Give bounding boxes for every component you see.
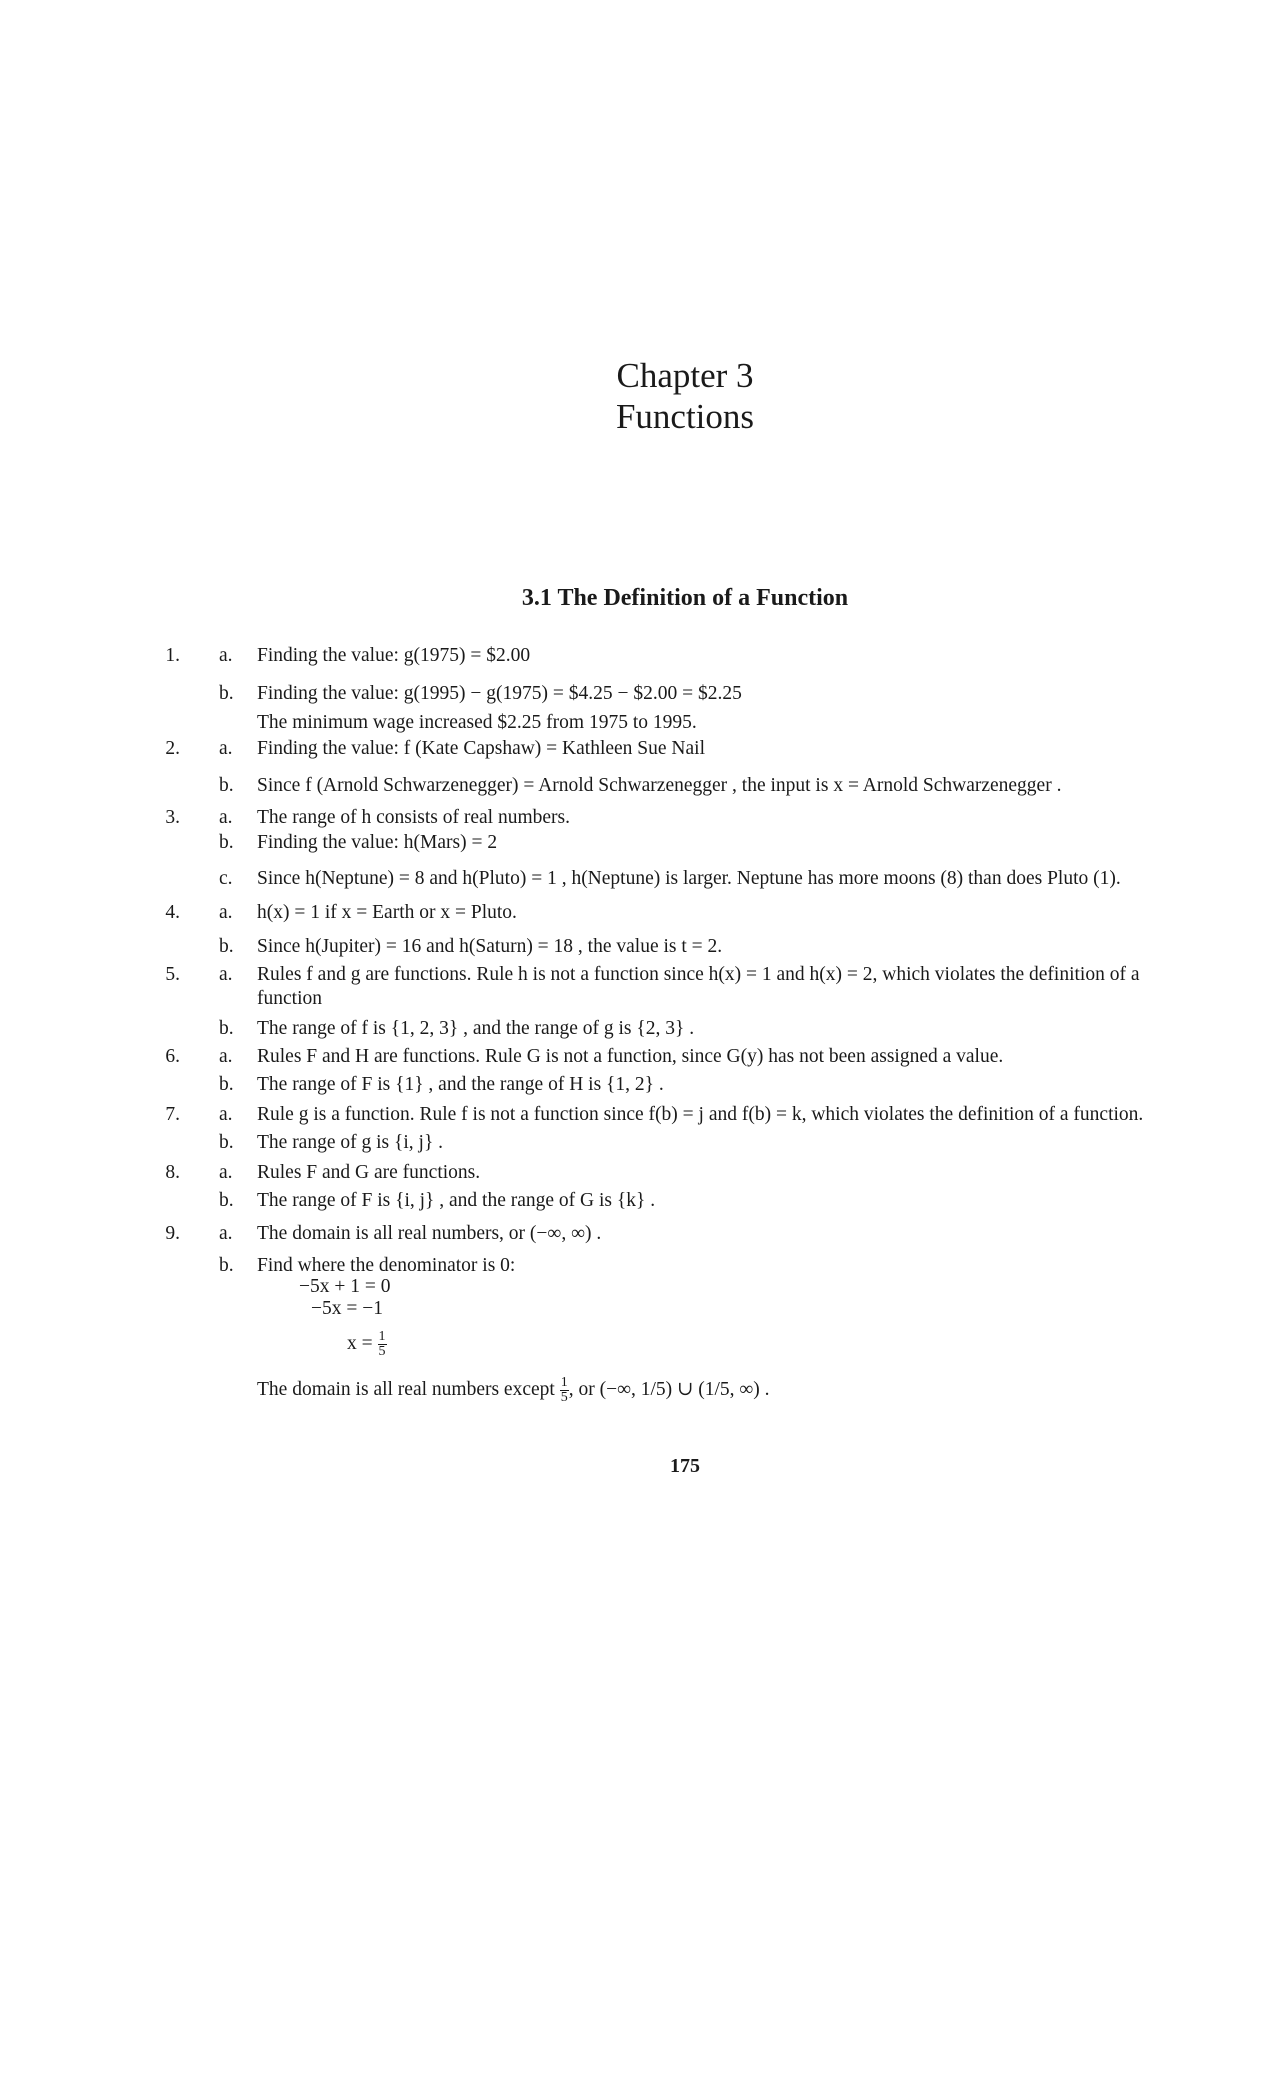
part-label: a. xyxy=(219,902,233,923)
part-text: Since f (Arnold Schwarzenegger) = Arnold Schwarzenegger , the input is x = Arnold Schwarzenegger . xyxy=(257,775,1062,796)
domain-interval: (−∞, 1/5) ∪ (1/5, ∞) . xyxy=(599,1378,770,1400)
part-text: The range of F is {i, j} , and the range of G is {k} . xyxy=(257,1190,656,1211)
chapter-title: Functions xyxy=(615,397,755,436)
problem-number: 1. xyxy=(165,645,180,666)
equation-line: −5x = −1 xyxy=(311,1298,383,1319)
part-text: Finding the value: h(Mars) = 2 xyxy=(257,832,498,853)
page-number: 175 xyxy=(670,1455,700,1477)
domain-text: The domain is all real numbers except xyxy=(257,1378,555,1400)
problem-number: 6. xyxy=(165,1046,180,1067)
part-text: The range of h consists of real numbers. xyxy=(257,807,570,828)
problem-number: 8. xyxy=(165,1162,180,1183)
equation-lhs: x = xyxy=(347,1332,373,1354)
part-label: a. xyxy=(219,1162,233,1183)
part-text: h(x) = 1 if x = Earth or x = Pluto. xyxy=(257,902,517,923)
part-label: b. xyxy=(219,683,234,704)
part-text: Rule g is a function. Rule f is not a function since f(b) = j and f(b) = k, which violates the definition of a function. xyxy=(257,1104,1144,1125)
part-label: a. xyxy=(219,738,233,759)
part-label: a. xyxy=(219,964,233,985)
part-label: b. xyxy=(219,1074,234,1095)
fraction xyxy=(378,1330,387,1359)
part-text: Since h(Jupiter) = 16 and h(Saturn) = 18 , the value is t = 2. xyxy=(257,936,723,957)
part-text: Rules F and H are functions. Rule G is not a function, since G(y) has not been assigned a value. xyxy=(257,1046,1004,1067)
part-label: a. xyxy=(219,1223,233,1244)
problem-number: 2. xyxy=(165,738,180,759)
part-label: b. xyxy=(219,936,234,957)
part-text: Finding the value: f (Kate Capshaw) = Kathleen Sue Nail xyxy=(257,738,706,759)
problem-number: 3. xyxy=(165,807,180,828)
part-label: b. xyxy=(219,1018,234,1039)
problem-number: 5. xyxy=(165,964,180,985)
fraction-numerator: 1 xyxy=(560,1375,568,1390)
part-text: The domain is all real numbers, or (−∞, ∞) . xyxy=(257,1223,602,1244)
equation-line xyxy=(347,1330,387,1359)
part-label: b. xyxy=(219,775,234,796)
domain-or: , or xyxy=(568,1378,595,1400)
problem-number: 7. xyxy=(165,1104,180,1125)
part-text: function xyxy=(257,988,322,1009)
fraction-numerator: 1 xyxy=(378,1329,386,1344)
equation-line: −5x + 1 = 0 xyxy=(299,1276,391,1297)
part-label: b. xyxy=(219,832,234,853)
part-label: c. xyxy=(219,868,233,889)
part-text: Finding the value: g(1995) − g(1975) = $4.25 − $2.00 = $2.25 xyxy=(257,683,742,704)
part-text: The range of f is {1, 2, 3} , and the range of g is {2, 3} . xyxy=(257,1018,695,1039)
part-text: Since h(Neptune) = 8 and h(Pluto) = 1 , h(Neptune) is larger. Neptune has more moons (8) than does Pluto (1). xyxy=(257,868,1121,889)
part-text: The range of g is {i, j} . xyxy=(257,1132,444,1153)
part-label: a. xyxy=(219,1104,233,1125)
fraction-denominator: 5 xyxy=(560,1390,568,1405)
part-label: a. xyxy=(219,807,233,828)
fraction-denominator: 5 xyxy=(378,1344,386,1359)
fraction xyxy=(560,1376,569,1405)
part-label: a. xyxy=(219,1046,233,1067)
domain-statement xyxy=(257,1376,770,1405)
part-text: Rules F and G are functions. xyxy=(257,1162,481,1183)
problem-number: 4. xyxy=(165,902,180,923)
part-label: a. xyxy=(219,645,233,666)
part-text: The minimum wage increased $2.25 from 1975 to 1995. xyxy=(257,712,697,733)
part-text: Rules f and g are functions. Rule h is not a function since h(x) = 1 and h(x) = 2, which violates the definition of a xyxy=(257,964,1140,985)
part-text: The range of F is {1} , and the range of H is {1, 2} . xyxy=(257,1074,664,1095)
part-text: Find where the denominator is 0: xyxy=(257,1255,516,1276)
part-label: b. xyxy=(219,1255,234,1276)
problem-number: 9. xyxy=(165,1223,180,1244)
part-label: b. xyxy=(219,1132,234,1153)
part-label: b. xyxy=(219,1190,234,1211)
chapter-number: Chapter 3 xyxy=(616,356,754,395)
part-text: Finding the value: g(1975) = $2.00 xyxy=(257,645,531,666)
section-title: 3.1 The Definition of a Function xyxy=(521,585,849,611)
chapter-heading xyxy=(0,355,1275,437)
